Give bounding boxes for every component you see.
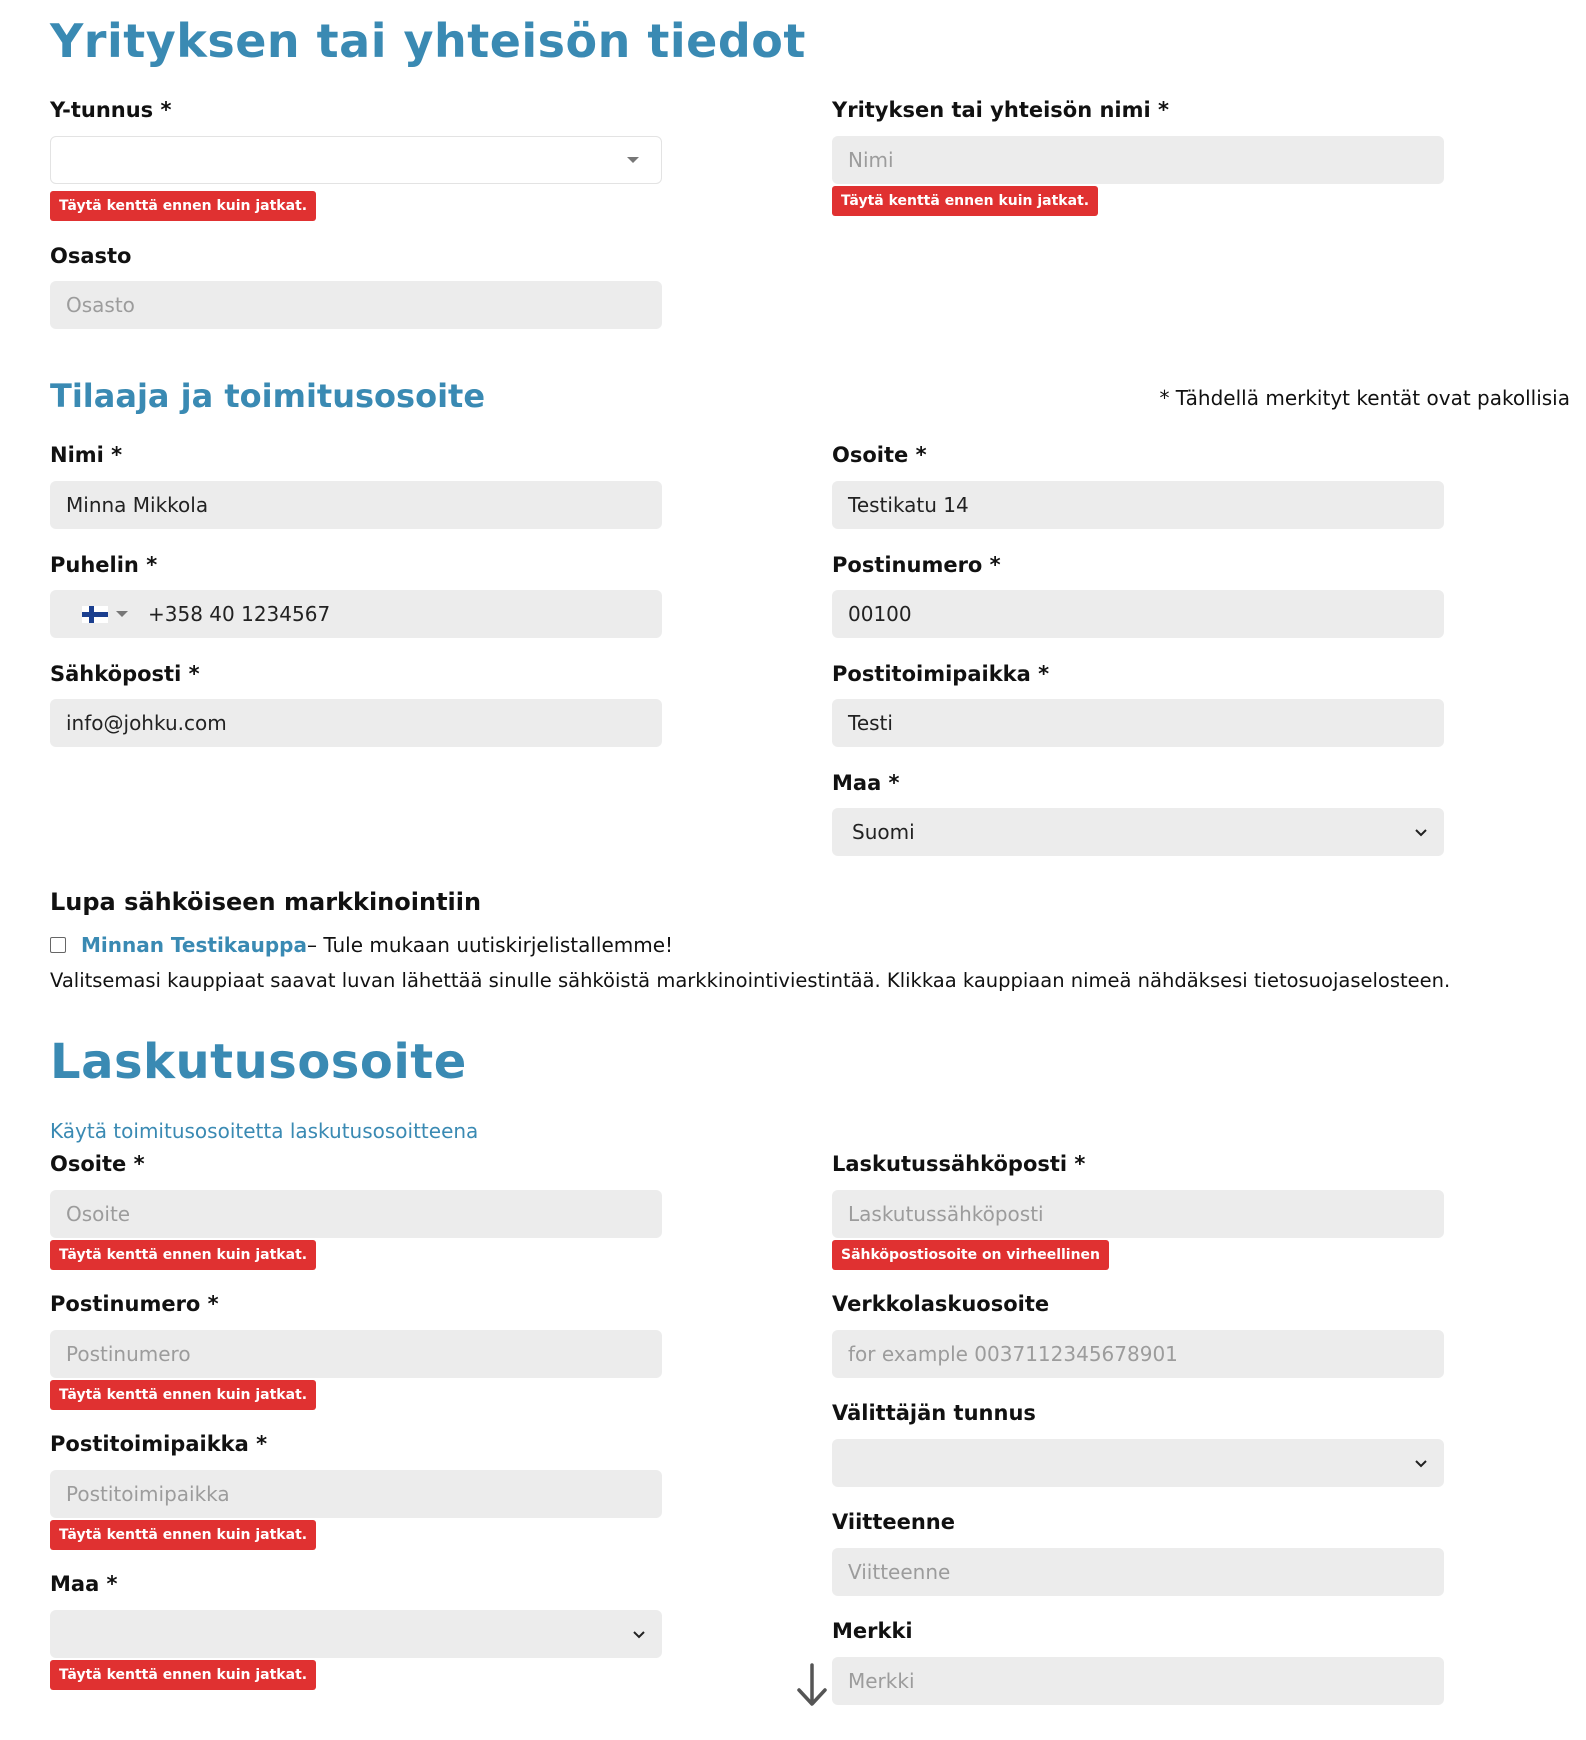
reference-label: Viitteenne <box>832 1510 955 1534</box>
marketing-title: Lupa sähköiseen markkinointiin <box>50 888 482 916</box>
newsletter-text: – Tule mukaan uutiskirjelistallemme! <box>306 933 674 957</box>
orderer-country-label: Maa * <box>832 771 900 795</box>
company-name-error: Täytä kenttä ennen kuin jatkat. <box>832 186 1098 216</box>
billing-city-label: Postitoimipaikka * <box>50 1432 268 1456</box>
operator-select[interactable] <box>832 1439 1444 1487</box>
phone-input[interactable] <box>50 590 662 638</box>
billing-address-input[interactable]: Osoite <box>50 1190 662 1238</box>
orderer-country-value: Suomi <box>852 820 915 844</box>
caret-down-icon <box>116 611 128 617</box>
orderer-address-label: Osoite * <box>832 443 927 467</box>
billing-country-error: Täytä kenttä ennen kuin jatkat. <box>50 1660 316 1690</box>
billing-city-error: Täytä kenttä ennen kuin jatkat. <box>50 1520 316 1550</box>
billing-email-error: Sähköpostiosoite on virheellinen <box>832 1240 1109 1270</box>
required-fields-note: * Tähdellä merkityt kentät ovat pakollisia <box>1159 386 1570 410</box>
phone-label: Puhelin * <box>50 553 158 577</box>
ytunnus-select[interactable] <box>50 136 662 184</box>
department-label: Osasto <box>50 244 132 268</box>
chevron-down-icon <box>632 1627 646 1641</box>
billing-address-label: Osoite * <box>50 1152 145 1176</box>
merchant-link[interactable]: Minnan Testikauppa <box>81 933 307 957</box>
email-input[interactable]: info@johku.com <box>50 699 662 747</box>
billing-section-title: Laskutusosoite <box>50 1034 467 1090</box>
ytunnus-label: Y-tunnus * <box>50 98 172 122</box>
chevron-down-icon <box>1414 825 1428 839</box>
mark-label: Merkki <box>832 1619 913 1643</box>
orderer-section-title: Tilaaja ja toimitusosoite <box>50 377 486 415</box>
billing-email-input[interactable]: Laskutussähköposti <box>832 1190 1444 1238</box>
billing-country-select[interactable] <box>50 1610 662 1658</box>
marketing-consent-row <box>50 933 673 957</box>
newsletter-checkbox[interactable] <box>50 937 66 953</box>
orderer-name-input[interactable]: Minna Mikkola <box>50 481 662 529</box>
orderer-city-input[interactable]: Testi <box>832 699 1444 747</box>
department-input[interactable]: Osasto <box>50 281 662 329</box>
arrow-down-icon[interactable] <box>794 1662 830 1708</box>
einvoice-input[interactable]: for example 003711234567890​1 <box>832 1330 1444 1378</box>
orderer-postal-label: Postinumero * <box>832 553 1001 577</box>
operator-label: Välittäjän tunnus <box>832 1401 1036 1425</box>
orderer-address-input[interactable]: Testikatu 14 <box>832 481 1444 529</box>
company-name-input[interactable]: Nimi <box>832 136 1444 184</box>
einvoice-label: Verkkolaskuosoite <box>832 1292 1050 1316</box>
orderer-name-label: Nimi * <box>50 443 123 467</box>
use-delivery-address-link[interactable]: Käytä toimitusosoitetta laskutusosoitteena <box>50 1119 479 1143</box>
email-label: Sähköposti * <box>50 662 200 686</box>
billing-postal-input[interactable]: Postinumero <box>50 1330 662 1378</box>
billing-email-label: Laskutussähköposti * <box>832 1152 1086 1176</box>
caret-down-icon <box>627 157 639 163</box>
billing-country-label: Maa * <box>50 1572 118 1596</box>
phone-value: +358 40 1234567 <box>148 602 331 626</box>
chevron-down-icon <box>1414 1456 1428 1470</box>
mark-input[interactable]: Merkki <box>832 1657 1444 1705</box>
orderer-city-label: Postitoimipaikka * <box>832 662 1050 686</box>
orderer-postal-input[interactable]: 00100 <box>832 590 1444 638</box>
billing-city-input[interactable]: Postitoimipaikka <box>50 1470 662 1518</box>
company-name-label: Yrityksen tai yhteisön nimi * <box>832 98 1170 122</box>
ytunnus-error: Täytä kenttä ennen kuin jatkat. <box>50 191 316 221</box>
marketing-info: Valitsemasi kauppiaat saavat luvan lähettää sinulle sähköistä markkinointiviestintää. Klikkaa kauppiaan nimeä nähdäksesi tietosuojaselosteen. <box>50 969 1451 992</box>
billing-postal-error: Täytä kenttä ennen kuin jatkat. <box>50 1380 316 1410</box>
country-code-dropdown[interactable] <box>82 606 128 623</box>
company-section-title: Yrityksen tai yhteisön tiedot <box>50 14 806 68</box>
finland-flag-icon <box>82 606 108 623</box>
reference-input[interactable]: Viitteenne <box>832 1548 1444 1596</box>
billing-address-error: Täytä kenttä ennen kuin jatkat. <box>50 1240 316 1270</box>
orderer-country-select[interactable] <box>832 808 1444 856</box>
billing-postal-label: Postinumero * <box>50 1292 219 1316</box>
